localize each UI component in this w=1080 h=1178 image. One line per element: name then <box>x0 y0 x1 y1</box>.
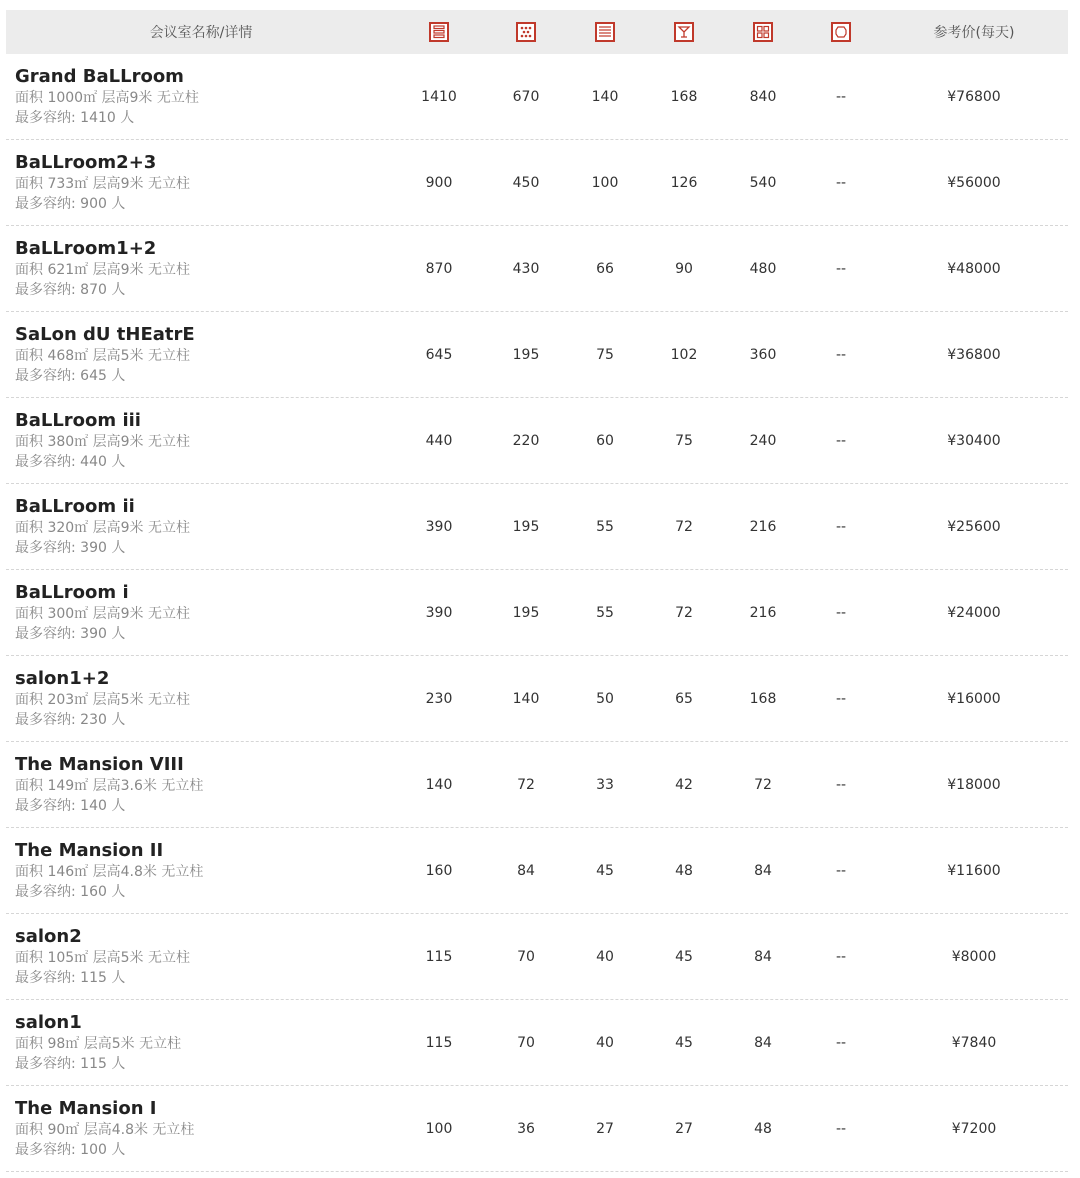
price-value: ¥30400 <box>947 433 1001 449</box>
theater-value: 115 <box>425 949 453 965</box>
banquet-value: 72 <box>517 777 535 793</box>
room-name[interactable]: The Mansion II <box>15 840 164 861</box>
boardroom-value: -- <box>835 1121 847 1137</box>
cocktail-value: 75 <box>675 433 693 449</box>
room-info <box>15 1012 181 1074</box>
theater-icon <box>429 22 449 42</box>
ushape-value: 240 <box>749 433 777 449</box>
table-row[interactable] <box>6 1086 1068 1172</box>
room-name[interactable]: BaLLroom i <box>15 582 129 603</box>
ushape-value: 84 <box>754 949 772 965</box>
banquet-column-header <box>495 10 557 54</box>
table-row[interactable] <box>6 742 1068 828</box>
theater-value: 230 <box>425 691 453 707</box>
ushape-value: 480 <box>749 261 777 277</box>
theater-value: 870 <box>425 261 453 277</box>
table-row[interactable] <box>6 398 1068 484</box>
ushape-value: 48 <box>754 1121 772 1137</box>
price-value: ¥36800 <box>947 347 1001 363</box>
banquet-value: 70 <box>517 1035 535 1051</box>
room-detail: 面积 320㎡ 层高9米 无立柱 <box>15 520 190 536</box>
table-row[interactable] <box>6 656 1068 742</box>
meeting-room-table <box>6 10 1068 1172</box>
room-capacity: 最多容纳: 115 人 <box>15 970 126 986</box>
classroom-value: 55 <box>596 519 614 535</box>
room-capacity: 最多容纳: 115 人 <box>15 1056 126 1072</box>
boardroom-value: -- <box>835 863 847 879</box>
room-info <box>15 324 195 386</box>
banquet-value: 195 <box>512 605 540 621</box>
room-info <box>15 926 190 988</box>
table-row[interactable] <box>6 54 1068 140</box>
cocktail-value: 168 <box>670 89 698 105</box>
boardroom-value: -- <box>835 605 847 621</box>
ushape-value: 360 <box>749 347 777 363</box>
ushape-value: 216 <box>749 519 777 535</box>
ushape-value: 540 <box>749 175 777 191</box>
banquet-value: 430 <box>512 261 540 277</box>
price-value: ¥18000 <box>947 777 1001 793</box>
room-info <box>15 1098 194 1160</box>
table-row[interactable] <box>6 484 1068 570</box>
banquet-value: 195 <box>512 519 540 535</box>
room-info <box>15 582 190 644</box>
room-capacity: 最多容纳: 100 人 <box>15 1142 126 1158</box>
banquet-value: 195 <box>512 347 540 363</box>
boardroom-value: -- <box>835 175 847 191</box>
price-value: ¥76800 <box>947 89 1001 105</box>
room-detail: 面积 1000㎡ 层高9米 无立柱 <box>15 90 199 106</box>
room-info <box>15 496 190 558</box>
classroom-value: 100 <box>591 175 619 191</box>
cocktail-value: 27 <box>675 1121 693 1137</box>
room-detail: 面积 105㎡ 层高5米 无立柱 <box>15 950 190 966</box>
theater-value: 645 <box>425 347 453 363</box>
boardroom-value: -- <box>835 949 847 965</box>
boardroom-value: -- <box>835 89 847 105</box>
ushape-value: 168 <box>749 691 777 707</box>
room-detail: 面积 98㎡ 层高5米 无立柱 <box>15 1036 182 1052</box>
room-name-column-header: 会议室名称/详情 <box>149 25 253 41</box>
ushape-icon <box>753 22 773 42</box>
room-capacity: 最多容纳: 1410 人 <box>15 110 135 126</box>
table-row[interactable] <box>6 828 1068 914</box>
boardroom-value: -- <box>835 433 847 449</box>
banquet-value: 70 <box>517 949 535 965</box>
room-info <box>15 238 190 300</box>
banquet-value: 36 <box>517 1121 535 1137</box>
price-value: ¥56000 <box>947 175 1001 191</box>
boardroom-column-header <box>811 10 871 54</box>
theater-value: 390 <box>425 605 453 621</box>
table-row[interactable] <box>6 1000 1068 1086</box>
theater-value: 390 <box>425 519 453 535</box>
room-capacity: 最多容纳: 870 人 <box>15 282 126 298</box>
banquet-value: 220 <box>512 433 540 449</box>
room-info <box>15 668 190 730</box>
cocktail-value: 72 <box>675 519 693 535</box>
price-value: ¥7200 <box>951 1121 997 1137</box>
room-detail: 面积 149㎡ 层高3.6米 无立柱 <box>15 778 204 794</box>
theater-value: 900 <box>425 175 453 191</box>
banquet-value: 450 <box>512 175 540 191</box>
banquet-value: 84 <box>517 863 535 879</box>
cocktail-icon <box>674 22 694 42</box>
classroom-value: 33 <box>596 777 614 793</box>
price-value: ¥48000 <box>947 261 1001 277</box>
cocktail-value: 102 <box>670 347 698 363</box>
boardroom-value: -- <box>835 777 847 793</box>
room-name[interactable]: BaLLroom ii <box>15 496 135 517</box>
room-name[interactable]: BaLLroom2+3 <box>15 152 157 173</box>
room-capacity: 最多容纳: 390 人 <box>15 540 126 556</box>
room-capacity: 最多容纳: 645 人 <box>15 368 126 384</box>
room-name[interactable]: BaLLroom1+2 <box>15 238 157 259</box>
classroom-value: 50 <box>596 691 614 707</box>
boardroom-value: -- <box>835 347 847 363</box>
classroom-value: 75 <box>596 347 614 363</box>
cocktail-value: 72 <box>675 605 693 621</box>
cocktail-value: 65 <box>675 691 693 707</box>
room-capacity: 最多容纳: 160 人 <box>15 884 126 900</box>
theater-column-header <box>409 10 469 54</box>
cocktail-value: 90 <box>675 261 693 277</box>
ushape-column-header <box>732 10 794 54</box>
price-value: ¥16000 <box>947 691 1001 707</box>
theater-value: 115 <box>425 1035 453 1051</box>
theater-value: 440 <box>425 433 453 449</box>
theater-value: 1410 <box>421 89 457 105</box>
classroom-value: 27 <box>596 1121 614 1137</box>
room-info <box>15 410 190 472</box>
room-name[interactable]: BaLLroom iii <box>15 410 141 431</box>
room-capacity: 最多容纳: 900 人 <box>15 196 126 212</box>
table-row[interactable] <box>6 570 1068 656</box>
room-detail: 面积 90㎡ 层高4.8米 无立柱 <box>15 1122 195 1138</box>
classroom-value: 60 <box>596 433 614 449</box>
classroom-value: 66 <box>596 261 614 277</box>
cocktail-value: 126 <box>670 175 698 191</box>
table-row[interactable] <box>6 140 1068 226</box>
ushape-value: 84 <box>754 863 772 879</box>
table-header <box>6 10 1068 54</box>
classroom-value: 45 <box>596 863 614 879</box>
room-info <box>15 152 190 214</box>
room-info <box>15 840 203 902</box>
room-name[interactable]: salon1 <box>15 1012 82 1033</box>
table-row[interactable] <box>6 226 1068 312</box>
boardroom-icon <box>831 22 851 42</box>
room-detail: 面积 203㎡ 层高5米 无立柱 <box>15 692 190 708</box>
price-value: ¥8000 <box>951 949 997 965</box>
room-detail: 面积 733㎡ 层高9米 无立柱 <box>15 176 190 192</box>
boardroom-value: -- <box>835 261 847 277</box>
room-capacity: 最多容纳: 230 人 <box>15 712 126 728</box>
classroom-column-header <box>574 10 636 54</box>
cocktail-value: 42 <box>675 777 693 793</box>
cocktail-column-header <box>653 10 715 54</box>
classroom-value: 40 <box>596 949 614 965</box>
price-value: ¥25600 <box>947 519 1001 535</box>
room-info <box>15 754 203 816</box>
room-name[interactable]: salon2 <box>15 926 82 947</box>
table-row[interactable] <box>6 914 1068 1000</box>
room-capacity: 最多容纳: 390 人 <box>15 626 126 642</box>
cocktail-value: 45 <box>675 949 693 965</box>
price-column-header: 参考价(每天) <box>933 25 1015 41</box>
banquet-icon <box>516 22 536 42</box>
room-detail: 面积 380㎡ 层高9米 无立柱 <box>15 434 190 450</box>
room-detail: 面积 300㎡ 层高9米 无立柱 <box>15 606 190 622</box>
ushape-value: 72 <box>754 777 772 793</box>
ushape-value: 84 <box>754 1035 772 1051</box>
room-name[interactable]: The Mansion I <box>15 1098 157 1119</box>
room-name[interactable]: SaLon dU tHEatrE <box>15 324 195 345</box>
cocktail-value: 48 <box>675 863 693 879</box>
theater-value: 100 <box>425 1121 453 1137</box>
room-name[interactable]: Grand BaLLroom <box>15 66 184 87</box>
room-capacity: 最多容纳: 140 人 <box>15 798 126 814</box>
price-value: ¥7840 <box>951 1035 997 1051</box>
cocktail-value: 45 <box>675 1035 693 1051</box>
room-name[interactable]: The Mansion VIII <box>15 754 184 775</box>
banquet-value: 140 <box>512 691 540 707</box>
banquet-value: 670 <box>512 89 540 105</box>
table-row[interactable] <box>6 312 1068 398</box>
room-detail: 面积 621㎡ 层高9米 无立柱 <box>15 262 190 278</box>
ushape-value: 840 <box>749 89 777 105</box>
room-capacity: 最多容纳: 440 人 <box>15 454 126 470</box>
classroom-value: 140 <box>591 89 619 105</box>
theater-value: 160 <box>425 863 453 879</box>
classroom-icon <box>595 22 615 42</box>
room-detail: 面积 146㎡ 层高4.8米 无立柱 <box>15 864 204 880</box>
theater-value: 140 <box>425 777 453 793</box>
classroom-value: 55 <box>596 605 614 621</box>
boardroom-value: -- <box>835 519 847 535</box>
boardroom-value: -- <box>835 691 847 707</box>
boardroom-value: -- <box>835 1035 847 1051</box>
classroom-value: 40 <box>596 1035 614 1051</box>
room-info <box>15 66 199 128</box>
ushape-value: 216 <box>749 605 777 621</box>
table-body <box>6 54 1068 1172</box>
price-value: ¥24000 <box>947 605 1001 621</box>
price-value: ¥11600 <box>947 863 1001 879</box>
room-detail: 面积 468㎡ 层高5米 无立柱 <box>15 348 190 364</box>
room-name[interactable]: salon1+2 <box>15 668 110 689</box>
